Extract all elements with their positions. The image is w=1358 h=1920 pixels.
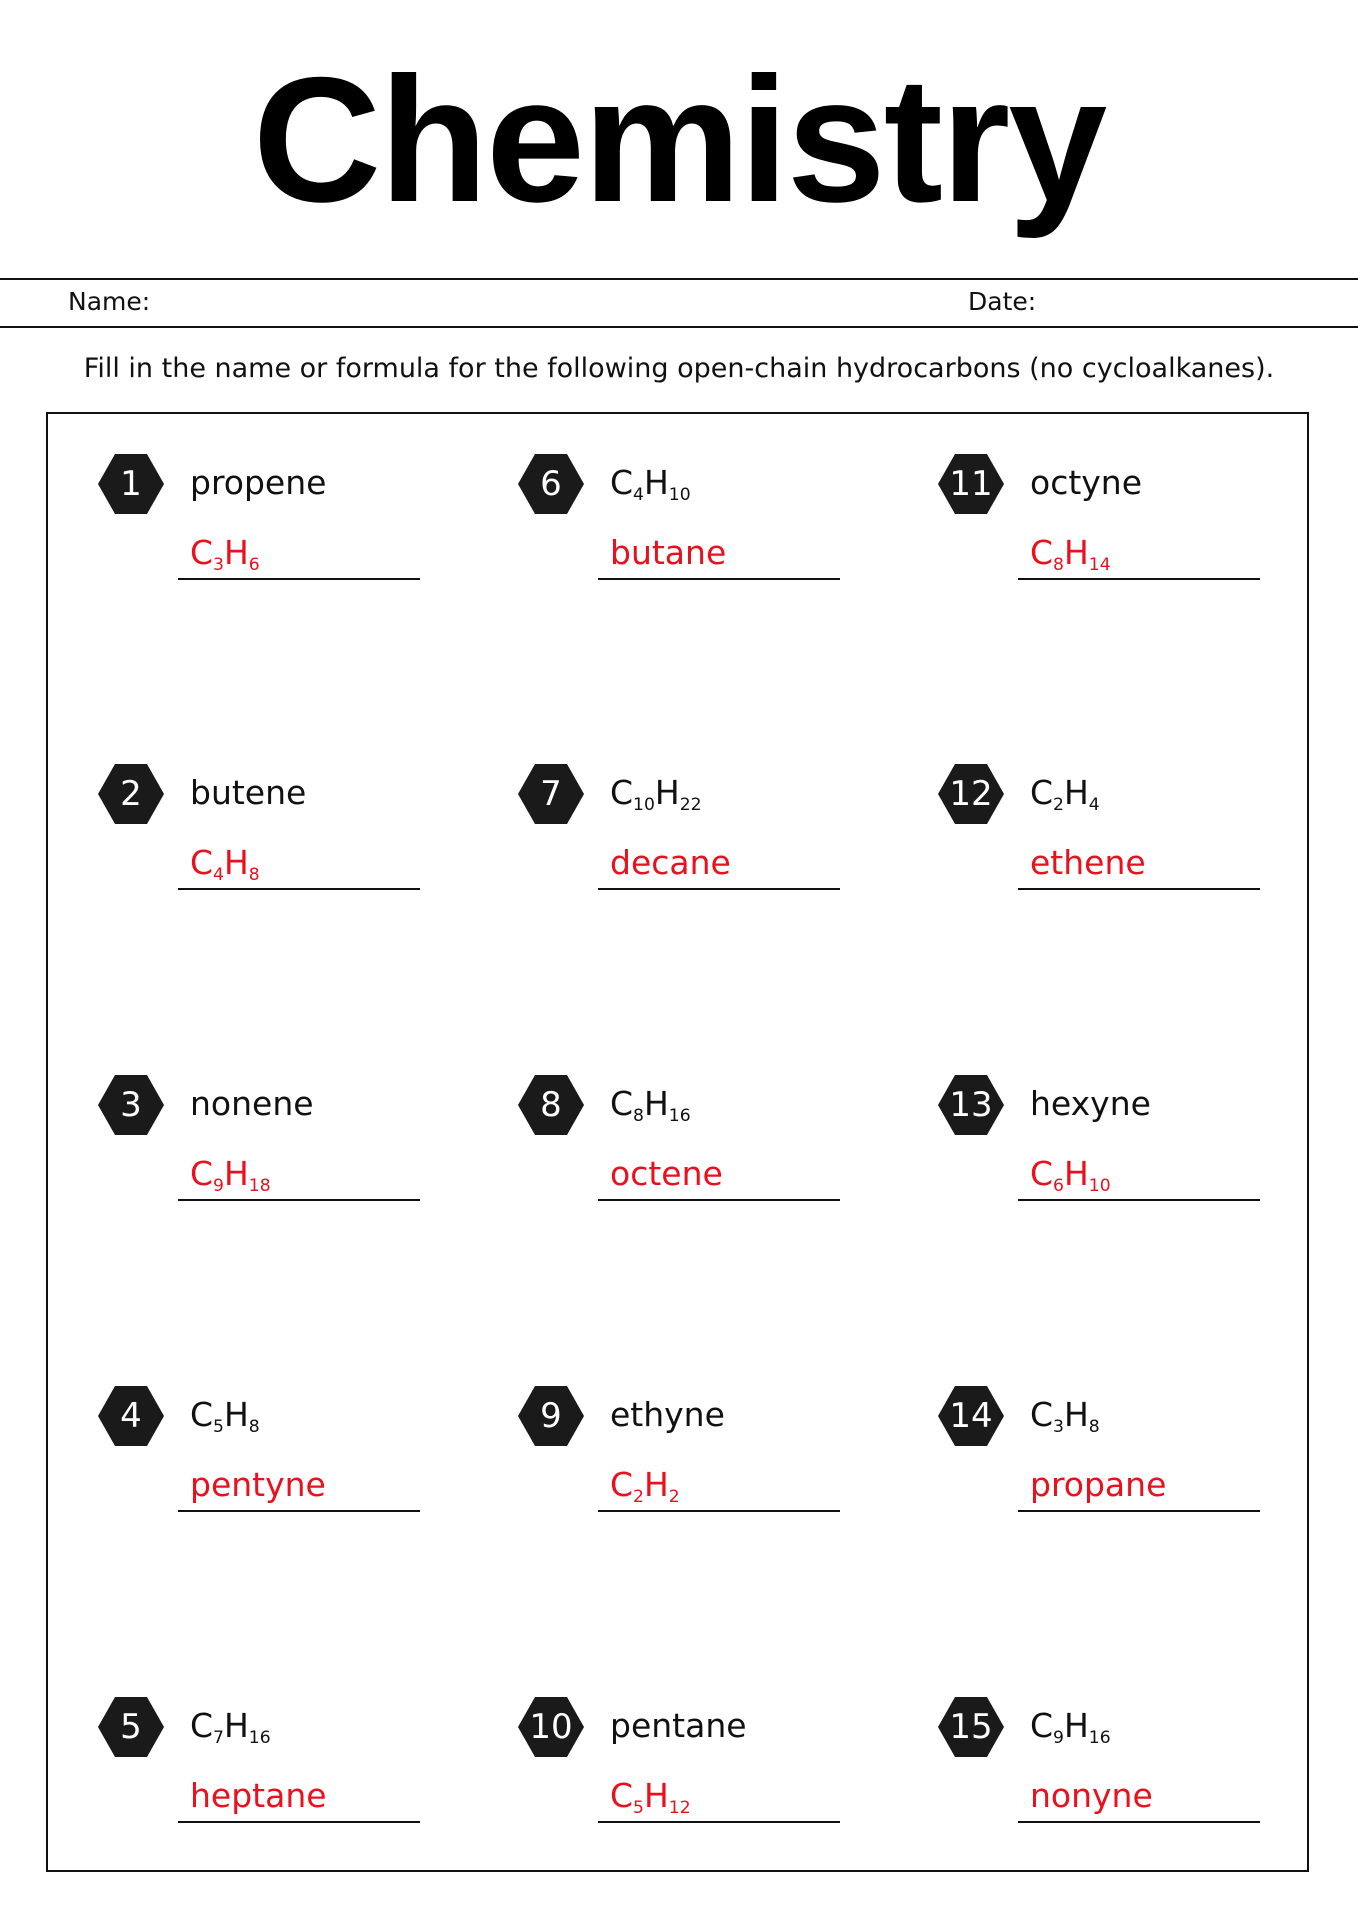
item-answer[interactable]: propane <box>1030 1465 1167 1504</box>
hexagon-number-badge <box>518 1075 584 1135</box>
item-answer[interactable]: $C_5H_{12}$ <box>610 1776 691 1818</box>
item-prompt: propene <box>190 463 327 502</box>
exercise-item-1 <box>98 454 478 594</box>
answer-line <box>598 1821 840 1823</box>
exercise-item-2 <box>98 764 478 904</box>
exercise-item-13 <box>938 1075 1318 1215</box>
item-prompt: $C_2H_4$ <box>1030 773 1100 815</box>
item-number: 2 <box>120 774 142 814</box>
exercise-item-15 <box>938 1697 1318 1837</box>
instructions: Fill in the name or formula for the following open-chain hydrocarbons (no cycloalkanes). <box>83 353 1275 384</box>
answer-line <box>598 578 840 580</box>
item-prompt: $C_4H_{10}$ <box>610 463 691 505</box>
exercise-item-11 <box>938 454 1318 594</box>
answer-line <box>178 1510 420 1512</box>
hexagon-number-badge <box>518 764 584 824</box>
item-answer[interactable]: decane <box>610 843 731 882</box>
item-number: 1 <box>120 464 142 504</box>
hexagon-number-badge <box>98 454 164 514</box>
answer-line <box>178 578 420 580</box>
hexagon-number-badge <box>518 1697 584 1757</box>
exercise-item-9 <box>518 1386 898 1526</box>
date-label: Date: <box>968 287 1037 316</box>
page-title: Chemistry <box>252 40 1106 239</box>
item-number: 8 <box>540 1085 562 1125</box>
exercise-item-7 <box>518 764 898 904</box>
name-label: Name: <box>68 287 151 316</box>
exercise-item-12 <box>938 764 1318 904</box>
item-number: 9 <box>540 1396 562 1436</box>
item-number: 14 <box>949 1396 993 1436</box>
item-prompt: ethyne <box>610 1395 725 1434</box>
item-answer[interactable]: $C_8H_{14}$ <box>1030 533 1111 575</box>
hexagon-number-badge <box>98 1386 164 1446</box>
item-answer[interactable]: $C_9H_{18}$ <box>190 1154 271 1196</box>
item-number: 15 <box>949 1707 993 1747</box>
item-prompt: hexyne <box>1030 1084 1151 1123</box>
answer-line <box>1018 1821 1260 1823</box>
header-top-rule <box>0 278 1358 280</box>
item-prompt: $C_{10}H_{22}$ <box>610 773 702 815</box>
item-answer[interactable]: pentyne <box>190 1465 326 1504</box>
item-number: 13 <box>949 1085 993 1125</box>
item-answer[interactable]: butane <box>610 533 727 572</box>
item-prompt: $C_9H_{16}$ <box>1030 1706 1111 1748</box>
item-number: 6 <box>540 464 562 504</box>
exercise-item-6 <box>518 454 898 594</box>
hexagon-number-badge <box>938 764 1004 824</box>
exercise-box <box>46 412 1309 1872</box>
item-number: 5 <box>120 1707 142 1747</box>
answer-line <box>178 888 420 890</box>
item-answer[interactable]: $C_3H_6$ <box>190 533 260 575</box>
hexagon-number-badge <box>938 1697 1004 1757</box>
hexagon-number-badge <box>938 1075 1004 1135</box>
hexagon-number-badge <box>938 1386 1004 1446</box>
item-prompt: $C_7H_{16}$ <box>190 1706 271 1748</box>
item-prompt: pentane <box>610 1706 747 1745</box>
exercise-item-14 <box>938 1386 1318 1526</box>
answer-line <box>598 1510 840 1512</box>
exercise-item-3 <box>98 1075 478 1215</box>
header-bottom-rule <box>0 326 1358 328</box>
hexagon-number-badge <box>98 764 164 824</box>
answer-line <box>178 1199 420 1201</box>
answer-line <box>1018 1199 1260 1201</box>
answer-line <box>1018 578 1260 580</box>
item-number: 11 <box>949 464 993 504</box>
item-answer[interactable]: octene <box>610 1154 723 1193</box>
item-prompt: $C_3H_8$ <box>1030 1395 1100 1437</box>
item-answer[interactable]: heptane <box>190 1776 327 1815</box>
answer-line <box>598 1199 840 1201</box>
item-number: 12 <box>949 774 993 814</box>
hexagon-number-badge <box>518 454 584 514</box>
answer-line <box>1018 888 1260 890</box>
answer-line <box>1018 1510 1260 1512</box>
item-answer[interactable]: $C_4H_8$ <box>190 843 260 885</box>
answer-line <box>178 1821 420 1823</box>
hexagon-number-badge <box>518 1386 584 1446</box>
hexagon-number-badge <box>938 454 1004 514</box>
item-answer[interactable]: nonyne <box>1030 1776 1153 1815</box>
item-prompt: butene <box>190 773 307 812</box>
item-answer[interactable]: $C_6H_{10}$ <box>1030 1154 1111 1196</box>
item-prompt: nonene <box>190 1084 314 1123</box>
hexagon-number-badge <box>98 1697 164 1757</box>
item-number: 3 <box>120 1085 142 1125</box>
item-prompt: $C_5H_8$ <box>190 1395 260 1437</box>
item-number: 10 <box>529 1707 573 1747</box>
exercise-item-8 <box>518 1075 898 1215</box>
item-number: 7 <box>540 774 562 814</box>
exercise-item-4 <box>98 1386 478 1526</box>
item-answer[interactable]: $C_2H_2$ <box>610 1465 680 1507</box>
answer-line <box>598 888 840 890</box>
exercise-item-5 <box>98 1697 478 1837</box>
item-answer[interactable]: ethene <box>1030 843 1146 882</box>
item-prompt: $C_8H_{16}$ <box>610 1084 691 1126</box>
exercise-item-10 <box>518 1697 898 1837</box>
item-prompt: octyne <box>1030 463 1143 502</box>
item-number: 4 <box>120 1396 142 1436</box>
hexagon-number-badge <box>98 1075 164 1135</box>
